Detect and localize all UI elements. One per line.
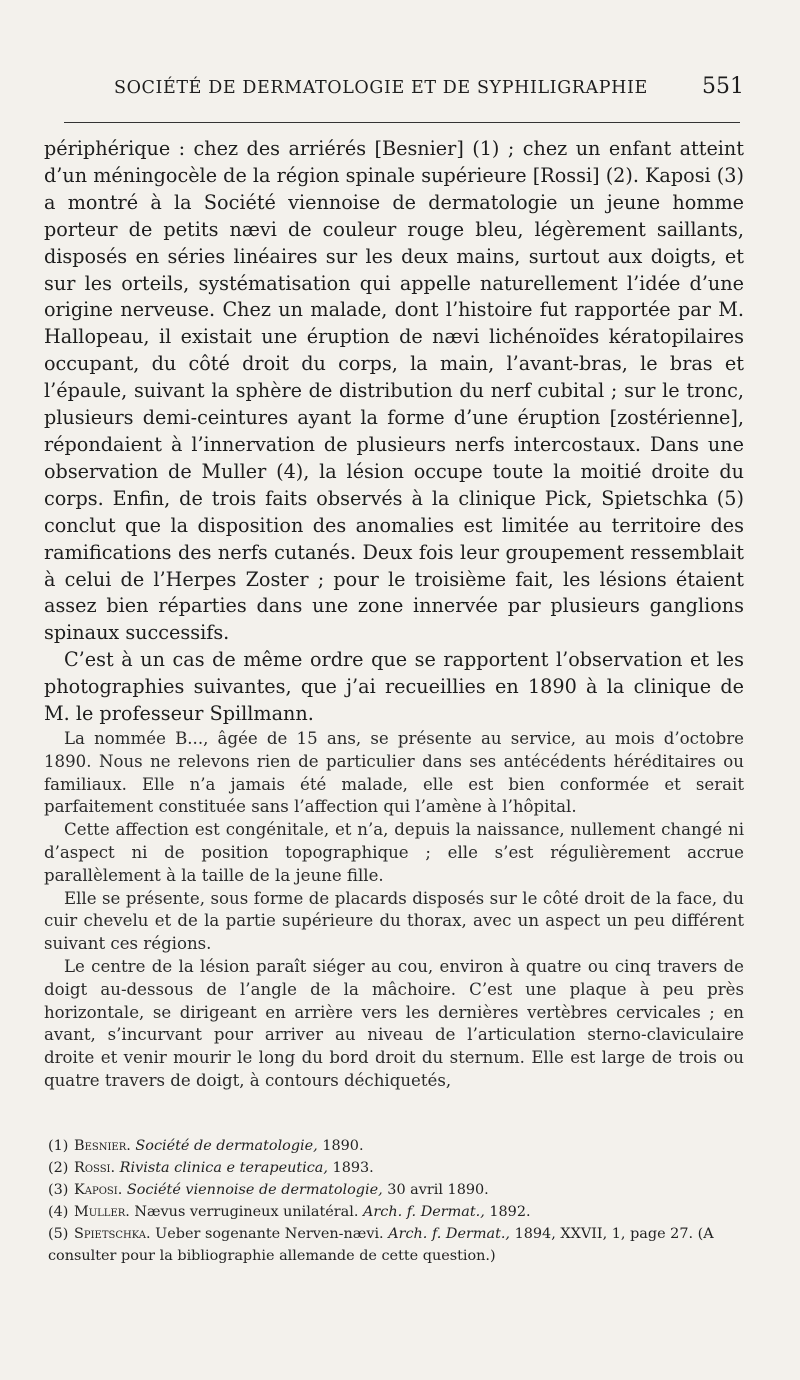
paragraph: La nommée B..., âgée de 15 ans, se présente au service, au mois d’octobre 1890. Nous ne relevons rien de particulier dans ses antécédents héréditaires ou familiaux. Elle n’a jamais été malade, elle est bien conformée et serait parfaitement constituée sans l’affection qui l’amène à l’hôpital. [44, 729, 744, 817]
footnote-rest: 1890. [317, 1138, 364, 1154]
footnote-number: (5) [48, 1226, 69, 1242]
footnote-rest: 1894, XXVII, 1, page 27. (A consulter pour la bibliographie allemande de cette question.) [48, 1226, 714, 1264]
footnote-title: Arch. f. Dermat., [388, 1226, 511, 1242]
footnote-author: Spietschka. [74, 1226, 151, 1242]
footnote [44, 1179, 744, 1201]
footnote [44, 1201, 744, 1223]
footnote [44, 1157, 744, 1179]
paragraph: Elle se présente, sous forme de placards disposés sur le côté droit de la face, du cuir chevelu et de la partie supérieure du thorax, avec un aspect un peu différent suivant ces régions. [44, 888, 744, 954]
paragraph: Le centre de la lésion paraît siéger au cou, environ à quatre ou cinq travers de doigt au-dessous de l’angle de la mâchoire. C’est une plaque à peu près horizontale, se dirigeant en arrière vers les dernières vertèbres cervicales ; en avant, s’incurvant pour arriver au niveau de l’articulation sterno-claviculaire droite et venir mourir le long du bord droit du sternum. Elle est large de trois ou quatre travers de doigt, à contours déchiquetés, [44, 956, 744, 1090]
footnote [44, 1135, 744, 1157]
footnote-number: (3) [48, 1182, 69, 1198]
footnote-number: (2) [48, 1160, 69, 1176]
footnote-author: Besnier. [74, 1138, 131, 1154]
footnote-title: Société viennoise de dermatologie, [126, 1182, 383, 1198]
footnote-author: Rossi. [74, 1160, 116, 1176]
main-text [44, 136, 744, 728]
footnote-author: Kaposi. [74, 1182, 123, 1198]
footnote-author: Muller. [74, 1204, 130, 1220]
running-title: SOCIÉTÉ DE DERMATOLOGIE ET DE SYPHILIGRAPHIE [114, 78, 648, 98]
footnote-number: (4) [48, 1204, 69, 1220]
footnote-pre: Nævus verrugineux unilatéral. [129, 1204, 363, 1220]
footnote-number: (1) [48, 1138, 69, 1154]
case-observation [44, 728, 744, 1093]
footnotes [44, 1135, 744, 1267]
header-rule [64, 122, 740, 123]
paragraph: C’est à un cas de même ordre que se rapportent l’observation et les photographies suivantes, que j’ai recueillies en 1890 à la clinique de M. le professeur Spillmann. [44, 648, 744, 726]
footnote-title: Rivista clinica e terapeutica, [119, 1160, 328, 1176]
paragraph: périphérique : chez des arriérés [Besnier] (1) ; chez un enfant atteint d’un méningocèle de la région spinale supérieure [Rossi] (2). Kaposi (3) a montré à la Société viennoise de dermatologie un jeune homme porteur de petits nævi de couleur rouge bleu, légèrement saillants, disposés en séries linéaires sur les deux mains, surtout aux doigts, et sur les orteils, systématisation qui appelle naturellement l’idée d’une origine nerveuse. Chez un malade, dont l’histoire fut rapportée par M. Hallopeau, il existait une éruption de nævi lichénoïdes kératopilaires occupant, du côté droit du corps, la main, l’avant-bras, le bras et l’épaule, suivant la sphère de distribution du nerf cubital ; sur le tronc, plusieurs demi-ceintures ayant la forme d’une éruption [zostérienne], répondaient à l’innervation de plusieurs nerfs intercostaux. Dans une observation de Muller (4), la lésion occupe toute la moitié droite du corps. Enfin, de trois faits observés à la clinique Pick, Spietschka (5) conclut que la disposition des anomalies est limitée au territoire des ramifications des nerfs cutanés. Deux fois leur groupement ressemblait à celui de l’Herpes Zoster ; pour le troisième fait, les lésions étaient assez bien réparties dans une zone innervée par plusieurs ganglions spinaux successifs. [44, 137, 744, 645]
footnote-rest: 1892. [484, 1204, 531, 1220]
footnote-rest: 30 avril 1890. [382, 1182, 489, 1198]
footnote [44, 1223, 744, 1267]
footnote-title: Arch. f. Dermat., [362, 1204, 485, 1220]
paragraph: Cette affection est congénitale, et n’a, depuis la naissance, nullement changé ni d’aspect ni de position topographique ; elle s’est régulièrement accrue parallèlement à la taille de la jeune fille. [44, 820, 744, 885]
footnote-pre: Ueber sogenante Nerven-nævi. [150, 1226, 389, 1242]
page-number: 551 [702, 74, 744, 99]
footnote-rest: 1893. [327, 1160, 374, 1176]
footnote-title: Société de dermatologie, [135, 1138, 318, 1154]
